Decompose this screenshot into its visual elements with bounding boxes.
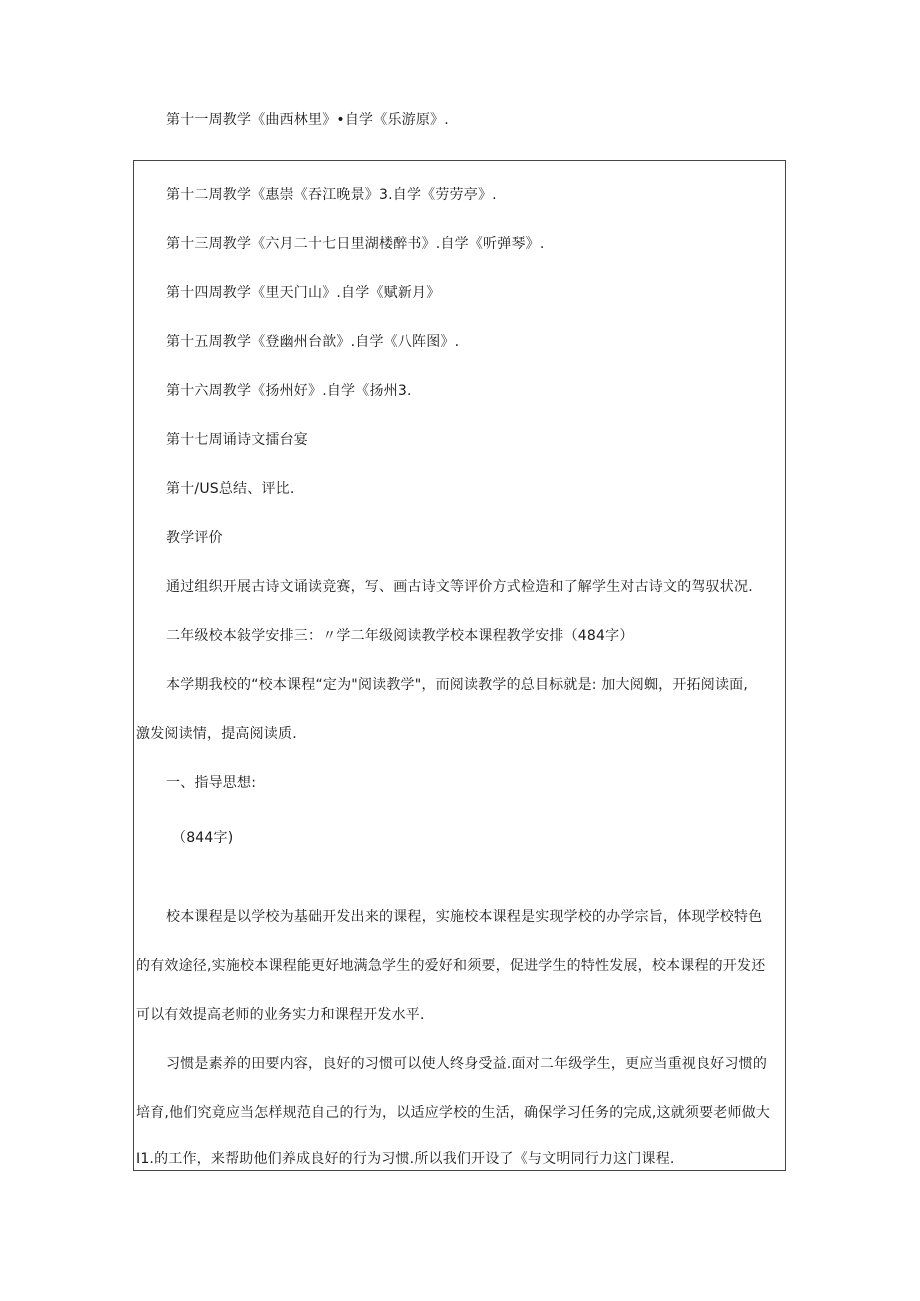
paragraph-2-line-1: 习惯是素养的田要内容，良好的习惯可以使人终身受益.面对二年级学生，更应当重视良好习惯的 — [166, 1056, 768, 1072]
section-title: 二年级校本敍学安排三：〃学二年级阅读教学校本课程教学安排（484字） — [166, 628, 634, 644]
schedule-week-11: 第十一周教学《曲西林里》•自学《乐游原》. — [166, 112, 449, 128]
schedule-week-15: 第十五周教学《登幽州台歆》.自学《八阵图》. — [166, 334, 460, 350]
schedule-week-12: 第十二周教学《惠崇《吞江晚景》3.自学《劳劳亭》. — [166, 187, 497, 203]
schedule-week-14: 第十四周教学《里天门山》.自学《赋新月》 — [166, 285, 441, 301]
guide-heading: 一、指导思想: — [166, 775, 257, 791]
schedule-week-18: 第十/US总结、评比. — [166, 481, 295, 497]
evaluation-heading: 教学评价 — [166, 530, 223, 546]
intro-line-1: 本学期我校的“校本课程“定为"阅读教学"，而阅读教学的总目标就是: 加大阅蜘，开拓阅读面, — [166, 677, 748, 693]
intro-line-2: 激发阅读情，提高阅读质. — [136, 726, 297, 742]
word-count: （844字) — [172, 830, 234, 846]
schedule-week-16: 第十六周教学《扬州好》.自学《扬州3. — [166, 383, 412, 399]
paragraph-1-line-1: 校本课程是以学校为基础开发出来的课程，实施校本课程是实现学校的办学宗旨，体现学校特色 — [166, 909, 763, 925]
schedule-week-17: 第十七周诵诗文擂台宴 — [166, 432, 308, 448]
evaluation-text: 通过组织开展古诗文诵读竞赛，写、画古诗文等评价方式检造和了解学生对古诗文的驾驭状况. — [166, 579, 753, 595]
paragraph-2-line-2: 培育,他们究竟应当怎样规范自己的行为，以适应学校的生活，确保学习任务的完成,这就须要老师做大 — [136, 1105, 771, 1121]
schedule-week-13: 第十三周教学《六月二十七日里湖楼醉书》.自学《听弹琴》. — [166, 236, 545, 252]
paragraph-2-line-3: I1.的工作，来帮助他们养成良好的行为习惯.所以我们开设了《与文明同行力这门课程. — [136, 1151, 675, 1167]
paragraph-1-line-2: 的有效途径,实施校本课程能更好地满急学生的爱好和须要，促进学生的特性发展，校本课程的开发还 — [136, 958, 766, 974]
paragraph-1-line-3: 可以有效提高老师的业务实力和课程开发水平. — [136, 1007, 425, 1023]
